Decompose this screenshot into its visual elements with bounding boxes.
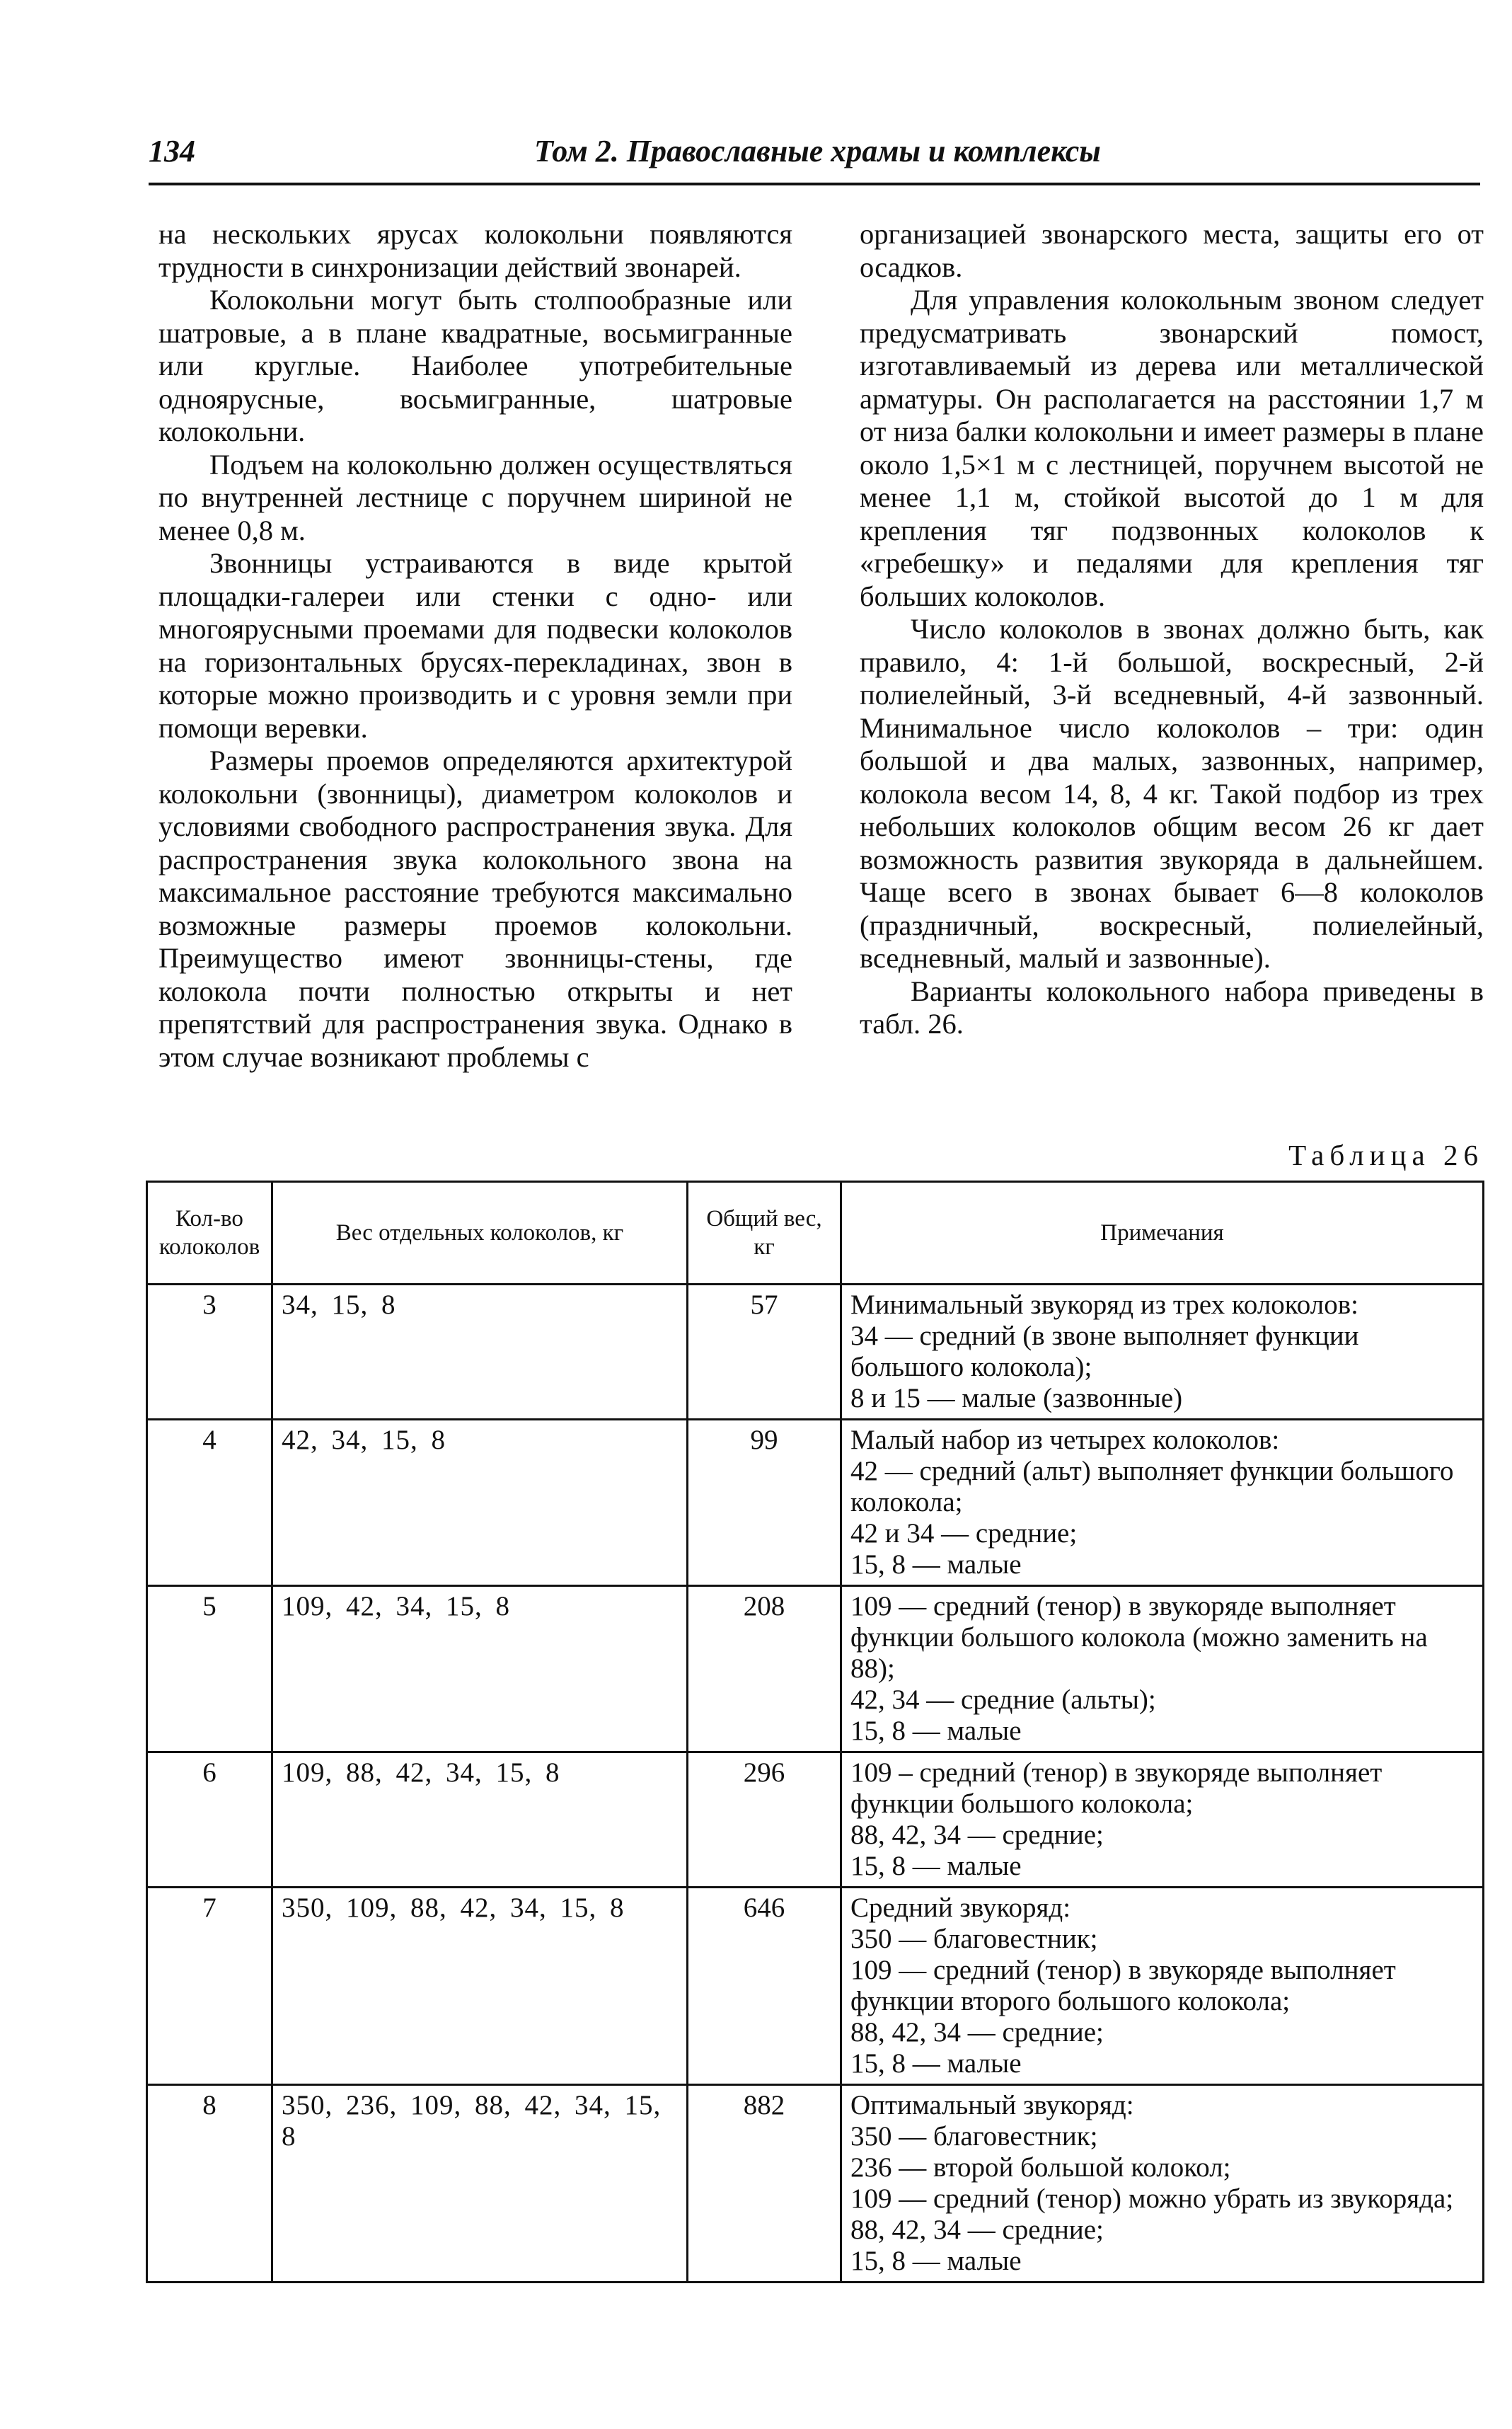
paragraph: Варианты колокольного набора приведены в табл. 26. — [860, 975, 1484, 1040]
cell-weights: 350, 109, 88, 42, 34, 15, 8 — [272, 1888, 688, 2085]
table-header-row — [147, 1182, 1484, 1285]
cell-total: 646 — [688, 1888, 841, 2085]
table-row — [147, 2085, 1484, 2282]
cell-notes — [841, 1752, 1484, 1888]
note-line: 350 — благовестник; — [850, 1924, 1098, 1954]
page-number: 134 — [149, 134, 195, 168]
bell-set-table — [146, 1181, 1484, 2283]
table-row — [147, 1586, 1484, 1752]
cell-total: 882 — [688, 2085, 841, 2282]
cell-count: 8 — [147, 2085, 272, 2282]
paragraph: организацией звонарского места, защиты его от осадков. — [860, 218, 1484, 283]
note-line: 8 и 15 — малые (зазвонные) — [850, 1383, 1183, 1413]
table-row — [147, 1888, 1484, 2085]
note-line: 15, 8 — малые — [850, 2246, 1022, 2276]
table-row — [147, 1285, 1484, 1420]
cell-notes — [841, 1888, 1484, 2085]
note-line: Малый набор из четырех колоколов: — [850, 1425, 1280, 1455]
note-line: 15, 8 — малые — [850, 2048, 1022, 2079]
cell-weights: 42, 34, 15, 8 — [272, 1420, 688, 1586]
cell-total: 208 — [688, 1586, 841, 1752]
header-notes: Примечания — [841, 1182, 1484, 1285]
table-row — [147, 1752, 1484, 1888]
note-line: 109 — средний (тенор) в звукоряде выполняет функции большого колокола (можно заменить на 88); — [850, 1591, 1428, 1684]
note-line: Средний звукоряд: — [850, 1893, 1071, 1923]
cell-notes — [841, 2085, 1484, 2282]
page-header — [149, 133, 1480, 185]
cell-count: 5 — [147, 1586, 272, 1752]
table-row — [147, 1420, 1484, 1586]
cell-notes — [841, 1285, 1484, 1420]
note-line: Оптимальный звукоряд: — [850, 2090, 1134, 2120]
paragraph: Размеры проемов определяются архитектурой колокольни (звонницы), диаметром колоколов и условиями свободного распространения звука. Для распространения звука колокольного звона на максимальное расстояние требуются максимально возможные размеры проемов колокольни. Преимущество имеют звонницы-стены, где колокола почти полностью открыты и нет препятствий для распространения звука. Однако в этом случае возникают проблемы с — [158, 745, 792, 1073]
paragraph: Для управления колокольным звоном следует предусматривать звонарский помост, изготавливаемый из дерева или металлической арматуры. Он располагается на расстоянии 1,7 м от низа балки колокольни и имеет размеры в плане около 1,5×1 м с лестницей, поручнем высотой не менее 1,1 м, стойкой высотой до 1 м для крепления тяг подзвонных колоколов к «гребешку» и педалями для крепления тяг больших колоколов. — [860, 284, 1484, 612]
note-line: 350 — благовестник; — [850, 2121, 1098, 2152]
note-line: 236 — второй большой колокол; — [850, 2152, 1231, 2183]
note-line: 88, 42, 34 — средние; — [850, 2017, 1104, 2048]
note-line: 15, 8 — малые — [850, 1851, 1022, 1881]
cell-count: 7 — [147, 1888, 272, 2085]
note-line: 42, 34 — средние (альты); — [850, 1684, 1156, 1715]
left-text-column — [158, 218, 792, 1074]
header-count: Кол-во колоколов — [147, 1182, 272, 1285]
note-line: 15, 8 — малые — [850, 1716, 1022, 1746]
cell-weights: 34, 15, 8 — [272, 1285, 688, 1420]
cell-count: 4 — [147, 1420, 272, 1586]
paragraph: Колокольни могут быть столпообразные или шатровые, а в плане квадратные, восьмигранные или круглые. Наиболее употребительные одноярусные, восьмигранные, шатровые колокольни. — [158, 284, 792, 447]
note-line: 88, 42, 34 — средние; — [850, 2215, 1104, 2245]
cell-weights: 109, 42, 34, 15, 8 — [272, 1586, 688, 1752]
right-text-column — [860, 218, 1484, 1041]
cell-notes — [841, 1586, 1484, 1752]
running-title: Том 2. Православные храмы и комплексы — [534, 134, 1101, 168]
cell-count: 6 — [147, 1752, 272, 1888]
note-line: 34 — средний (в звоне выполняет функции большого колокола); — [850, 1321, 1359, 1382]
paragraph: Число колоколов в звонах должно быть, как правило, 4: 1-й большой, воскресный, 2-й полиелейный, 3-й вседневный, 4-й зазвонный. Минимальное число колоколов – три: один большой и два малых, зазвонных, например, колокола весом 14, 8, 4 кг. Такой подбор из трех небольших колоколов общим весом 26 кг дает возможность развития звукоряда в дальнейшем. Чаще всего в звонах бывает 6—8 колоколов (праздничный, воскресный, полиелейный, вседневный, малый и зазвонные). — [860, 613, 1484, 974]
note-line: Минимальный звукоряд из трех колоколов: — [850, 1290, 1358, 1320]
paragraph: Подъем на колокольню должен осуществляться по внутренней лестнице с поручнем шириной не менее 0,8 м. — [158, 448, 792, 546]
header-weights: Вес отдельных колоколов, кг — [272, 1182, 688, 1285]
note-line: 42 — средний (альт) выполняет функции большого колокола; — [850, 1456, 1454, 1517]
cell-notes — [841, 1420, 1484, 1586]
paragraph: на нескольких ярусах колокольни появляются трудности в синхронизации действий звонарей. — [158, 218, 792, 283]
note-line: 109 — средний (тенор) можно убрать из звукоряда; — [850, 2183, 1454, 2214]
note-line: 109 – средний (тенор) в звукоряде выполняет функции большого колокола; — [850, 1757, 1383, 1819]
cell-weights: 350, 236, 109, 88, 42, 34, 15, 8 — [272, 2085, 688, 2282]
note-line: 42 и 34 — средние; — [850, 1518, 1078, 1549]
cell-weights: 109, 88, 42, 34, 15, 8 — [272, 1752, 688, 1888]
cell-total: 296 — [688, 1752, 841, 1888]
cell-total: 99 — [688, 1420, 841, 1586]
note-line: 88, 42, 34 — средние; — [850, 1820, 1104, 1850]
table-caption: Таблица 26 — [1288, 1139, 1484, 1171]
paragraph: Звонницы устраиваются в виде крытой площадки-галереи или стенки с одно- или многоярусными проемами для подвески колоколов на горизонтальных брусях-перекладинах, звон в которые можно производить и с уровня земли при помощи веревки. — [158, 547, 792, 744]
cell-count: 3 — [147, 1285, 272, 1420]
header-total: Общий вес, кг — [688, 1182, 841, 1285]
note-line: 15, 8 — малые — [850, 1549, 1022, 1580]
cell-total: 57 — [688, 1285, 841, 1420]
note-line: 109 — средний (тенор) в звукоряде выполняет функции второго большого колокола; — [850, 1955, 1396, 2016]
